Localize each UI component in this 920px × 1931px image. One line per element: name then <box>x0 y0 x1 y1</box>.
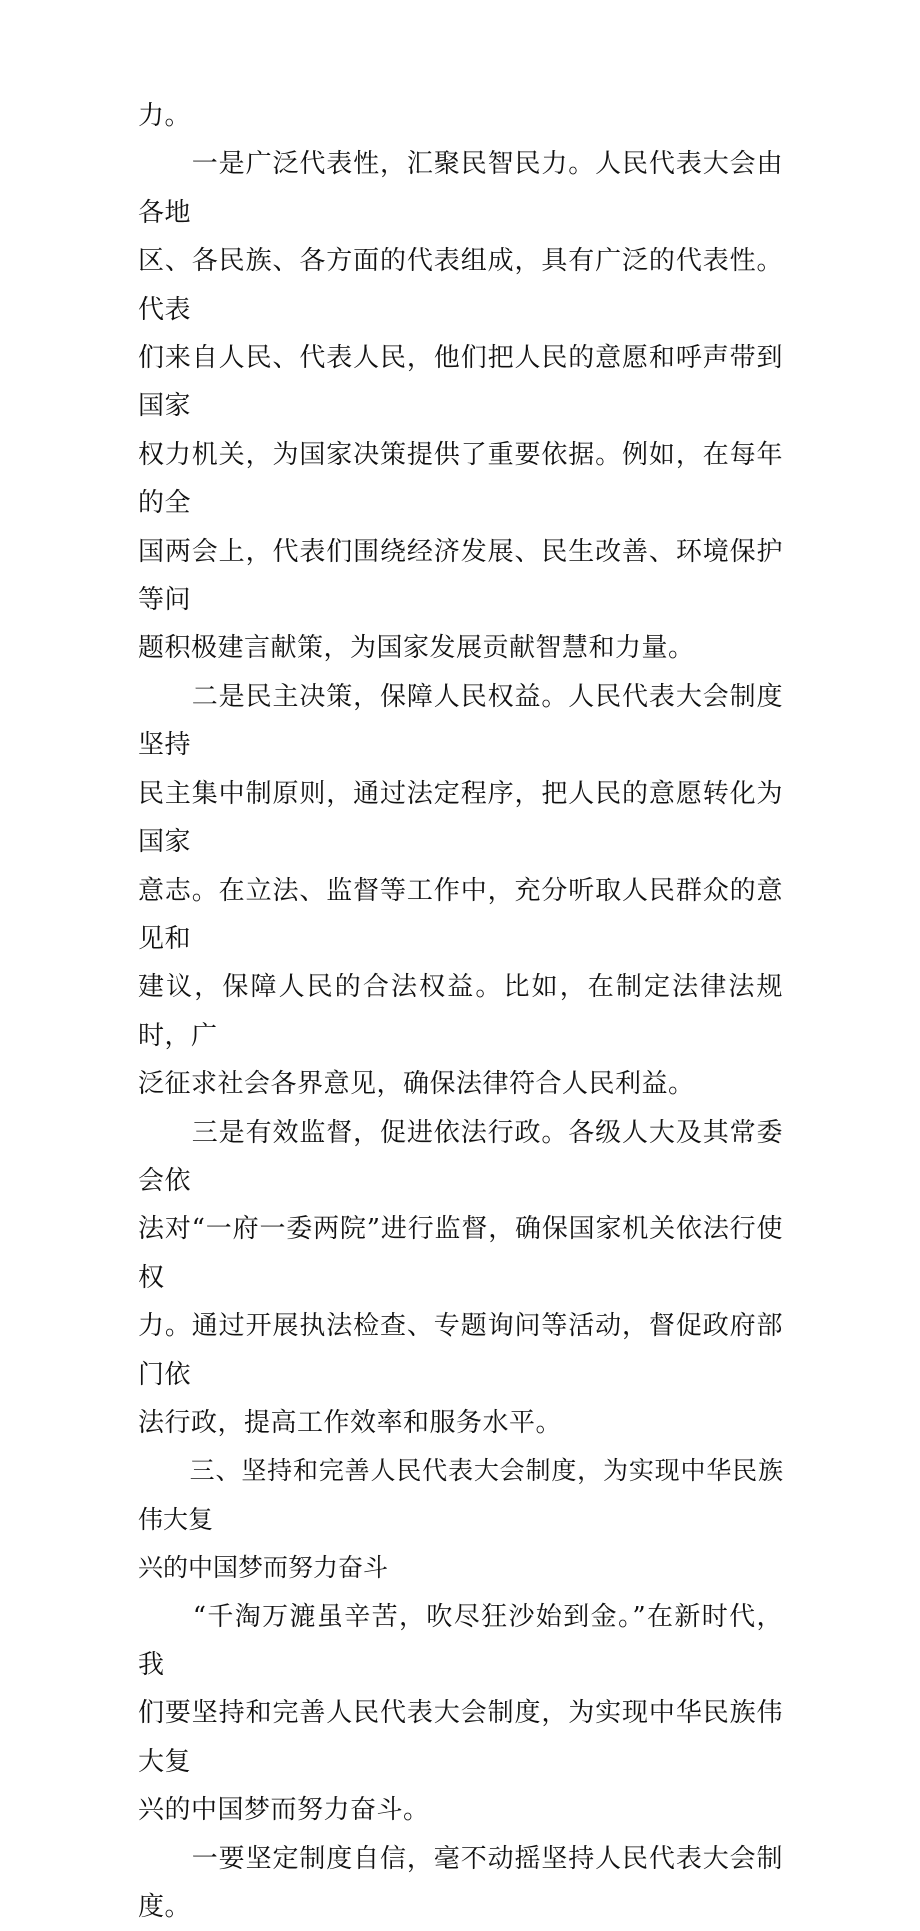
section-heading-three: 三、坚持和完善人民代表大会制度，为实现中华民族伟大复 兴的中国梦而努力奋斗 <box>138 1456 783 1583</box>
paragraph-new-era: “千淘万漉虽辛苦，吹尽狂沙始到金。”在新时代，我 们要坚持和完善人民代表大会制度，为实现中华民族伟大复 兴的中国梦而努力奋斗。 <box>138 1601 783 1826</box>
paragraph-broad-representation: 一是广泛代表性，汇聚民智民力。人民代表大会由各地 区、各民族、各方面的代表组成，具有广泛的代表性。代表 们来自人民、代表人民，他们把人民的意愿和呼声带到国家 权力机关，为国家决策提供了重要依据。例如，在每年的全 国两会上，代表们围绕经济发展、民生改善、环境保护等问 题积极建言献策，为国家发展贡献智慧和力量。 <box>138 149 783 664</box>
paragraph-democratic-decision: 二是民主决策，保障人民权益。人民代表大会制度坚持 民主集中制原则，通过法定程序，把人民的意愿转化为国家 意志。在立法、监督等工作中，充分听取人民群众的意见和 建议，保障人民的合法权益。比如，在制定法律法规时，广 泛征求社会各界意见，确保法律符合人民利益。 <box>138 681 783 1100</box>
paragraph-continuation: 力。 <box>138 101 192 131</box>
paragraph-effective-supervision: 三是有效监督，促进依法行政。各级人大及其常委会依 法对“一府一委两院”进行监督，确保国家机关依法行使权 力。通过开展执法检查、专题询问等活动，督促政府部门依 法行政，提高工作效率和服务水平。 <box>138 1117 783 1438</box>
document-body <box>138 92 783 1931</box>
paragraph-system-confidence: 一要坚定制度自信，毫不动摇坚持人民代表大会制度。 <box>138 1843 783 1923</box>
